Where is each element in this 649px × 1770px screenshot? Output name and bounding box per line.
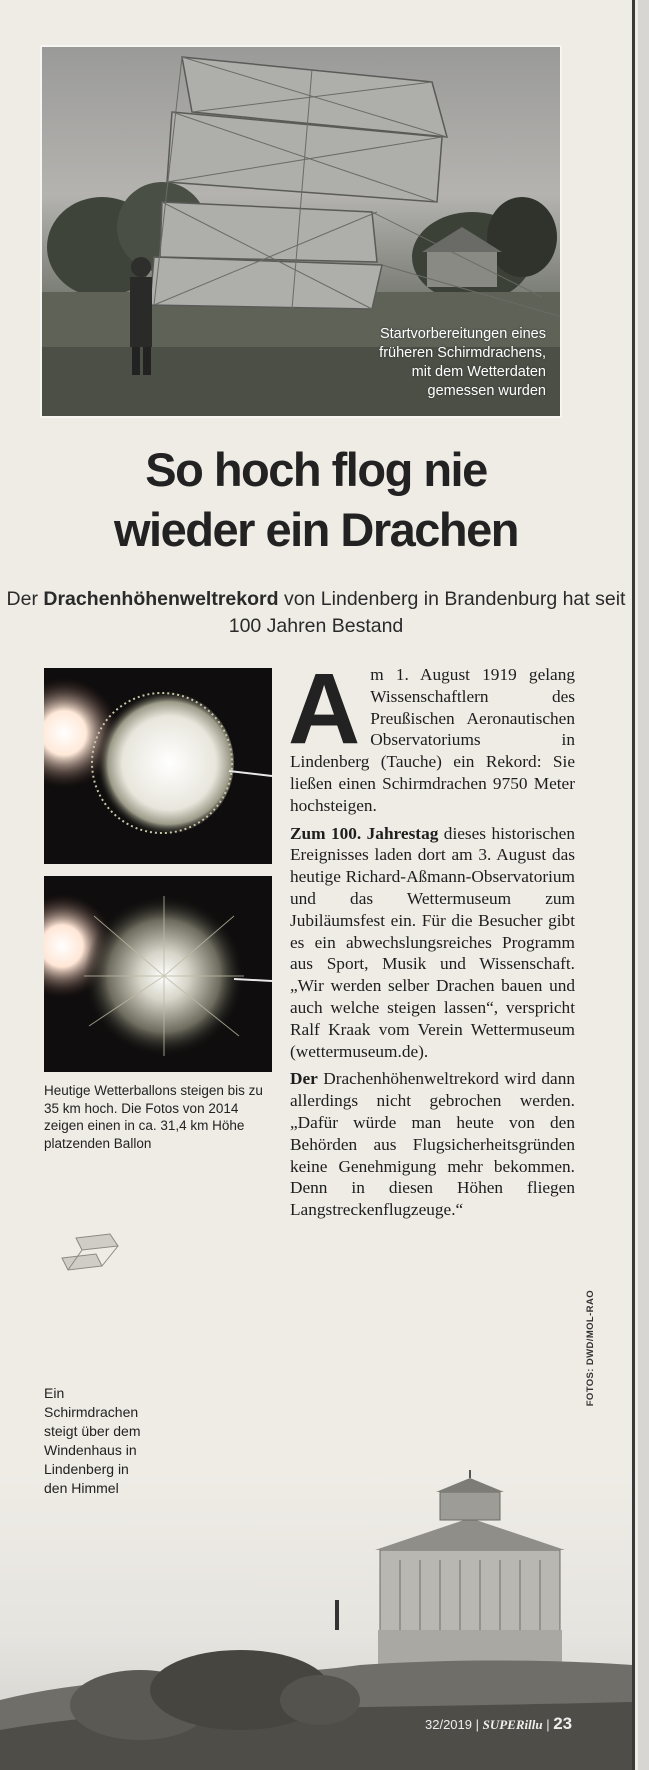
magazine-brand: SUPERillu bbox=[482, 1717, 543, 1732]
folio-separator-2: | bbox=[546, 1717, 554, 1732]
balloon-photo-1 bbox=[44, 668, 272, 864]
article-paragraph-2 bbox=[290, 823, 575, 1063]
subhead-bold: Drachenhöhenweltrekord bbox=[43, 588, 279, 610]
paragraph-1-text: m 1. August 1919 gelang Wissenschaftlern des Preußischen Aeronautischen Observatoriums in Lindenberg (Tauche) ein Rekord: Sie ließen einen Schirmdrachen 9750 Meter hochsteigen. bbox=[290, 665, 575, 815]
article-headline bbox=[0, 440, 632, 560]
paragraph-2-lead: Zum 100. Jahrestag bbox=[290, 823, 439, 843]
balloon-photo-2 bbox=[44, 876, 272, 1072]
top-kite-photo bbox=[40, 45, 562, 418]
page-fold-line bbox=[632, 0, 635, 1770]
balloon-illustration-1 bbox=[44, 668, 272, 864]
subhead-post: von Lindenberg in Brandenburg hat seit 100 Jahren Bestand bbox=[228, 588, 626, 637]
top-photo-caption bbox=[316, 325, 546, 401]
article-paragraph-1 bbox=[288, 653, 575, 817]
page-folio bbox=[425, 1714, 572, 1734]
article-paragraph-3 bbox=[290, 1068, 575, 1221]
paragraph-3-text: Drachenhöhenweltrekord wird dann allerdings nicht gebrochen werden. „Dafür würde man heute von den Behörden aus Flugsicherheitsgründen keine Genehmigung mehr bekommen. Denn in diesen Höhen fliegen Langstreckenflugzeuge.“ bbox=[290, 1069, 575, 1220]
folio-separator: | bbox=[475, 1717, 483, 1732]
subhead-pre: Der bbox=[6, 588, 44, 610]
kite-caption: Ein Schirmdrachen steigt über dem Windenhaus in Lindenberg in den Himmel bbox=[44, 1385, 141, 1496]
drop-cap: A bbox=[288, 653, 361, 765]
balloon-photo-caption: Heutige Wetterballons steigen bis zu 35 km hoch. Die Fotos von 2014 zeigen einen in ca. 31,4 km Höhe platzenden Ballon bbox=[44, 1083, 263, 1151]
photo-credit: FOTOS: DWD/MOL-RAO bbox=[585, 1290, 596, 1407]
headline-line-1: So hoch flog nie bbox=[145, 443, 487, 496]
caption-line: mit dem Wetterdaten bbox=[411, 364, 546, 380]
paragraph-3-lead: Der bbox=[290, 1069, 318, 1089]
article-body bbox=[288, 653, 575, 1227]
caption-line: früheren Schirmdrachens, bbox=[379, 345, 546, 361]
issue-number: 32/2019 bbox=[425, 1717, 472, 1732]
paragraph-2-text: dieses historischen Ereignisses laden dort am 3. August das heutige Richard-Aßmann-Observatorium und das Wettermuseum zum Jubiläumsfest ein. Für die Besucher gibt es ein abwechslungsreiches Programm aus Sport, Musik und Wissenschaft. „Wir werden selber Drachen bauen und auch welche steigen lassen“, verspricht Ralf Kraak vom Verein Wettermuseum (wettermuseum.de). bbox=[290, 823, 575, 1061]
balloon-illustration-2 bbox=[44, 876, 272, 1072]
caption-line: gemessen wurden bbox=[427, 383, 546, 399]
caption-line: Startvorbereitungen eines bbox=[379, 326, 546, 342]
small-kite-illustration bbox=[58, 1232, 124, 1280]
article-subheadline bbox=[0, 586, 632, 640]
headline-line-2: wieder ein Drachen bbox=[114, 503, 518, 556]
page-number: 23 bbox=[553, 1714, 573, 1733]
next-page-edge bbox=[638, 0, 649, 1770]
